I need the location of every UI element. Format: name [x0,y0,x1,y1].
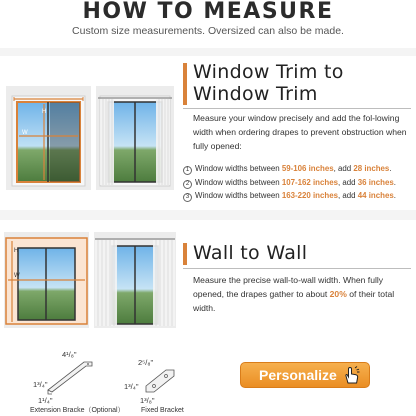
range-row-2: 2 Window widths between 107-162 inches, add 36 inches. [183,177,396,189]
range-value-1: 59-106 inches [281,164,334,173]
range-value-3: 163-220 inches [281,191,338,200]
wall-heading: Wall to Wall [193,242,308,264]
section-divider [0,210,416,220]
range-marker-2: 2 [183,180,192,189]
range-add-3: 44 inches [357,191,394,200]
wall-drapes-illustration [94,232,176,328]
extension-bracket-icon [44,356,96,396]
trim-w-label: W [22,130,28,136]
range-row-1: 1 Window widths between 59-106 inches, add 28 inches. [183,163,392,175]
fixed-bracket-icon [140,364,180,396]
wall-description: Measure the precise wall-to-wall width. When fully opened, the drapes gather to about 20% of their total width. [193,275,395,313]
range-marker-1: 1 [183,166,192,175]
fixed-bracket-caption: Fixed Bracket [141,407,184,414]
range-marker-3: 3 [183,193,192,202]
trim-heading-line1: Window Trim to [193,61,344,83]
trim-h-label: H [42,109,47,115]
wall-heading-rule [183,268,411,269]
range-value-2: 107-162 inches [281,178,338,187]
extension-bracket-caption: Extension Bracke（Optional） [30,407,125,414]
range-add-2: 36 inches [357,178,394,187]
wall-heading-accent [183,243,187,265]
trim-heading-rule [183,108,411,109]
wall-measure-illustration [4,232,89,328]
window-trim-measure-illustration [6,86,91,190]
wall-percent: 20% [329,289,347,299]
ext-bottom-dim: 1¹/₄" [38,396,53,405]
trim-heading-line2: Window Trim [193,83,318,105]
wall-h-label: H [14,248,19,254]
trim-heading-accent [183,63,187,105]
page-title: HOW TO MEASURE [82,0,334,24]
ext-top-dim: 4¹/₈" [62,350,77,359]
ext-side-dim: 1³/₄" [33,380,48,389]
hand-pointer-icon [341,365,363,385]
personalize-label: Personalize [259,367,337,383]
fixed-top-dim: 2⁵/₈" [138,358,154,367]
header-divider [0,48,416,56]
wall-w-label: W [14,273,20,279]
window-trim-drapes-illustration [96,86,174,190]
fixed-bottom-dim: 1³/₈" [140,396,155,405]
page-subtitle: Custom size measurements. Oversized can also be made. [72,25,344,37]
fixed-side-dim: 1³/₄" [124,382,139,391]
range-add-1: 28 inches [353,164,390,173]
trim-intro-text: Measure your window precisely and add the fol-lowing width when ordering drapes to prevent obstruction when fully opened: [193,113,407,151]
personalize-button[interactable] [240,362,370,388]
range-row-3: 3 Window widths between 163-220 inches, add 44 inches. [183,190,396,202]
